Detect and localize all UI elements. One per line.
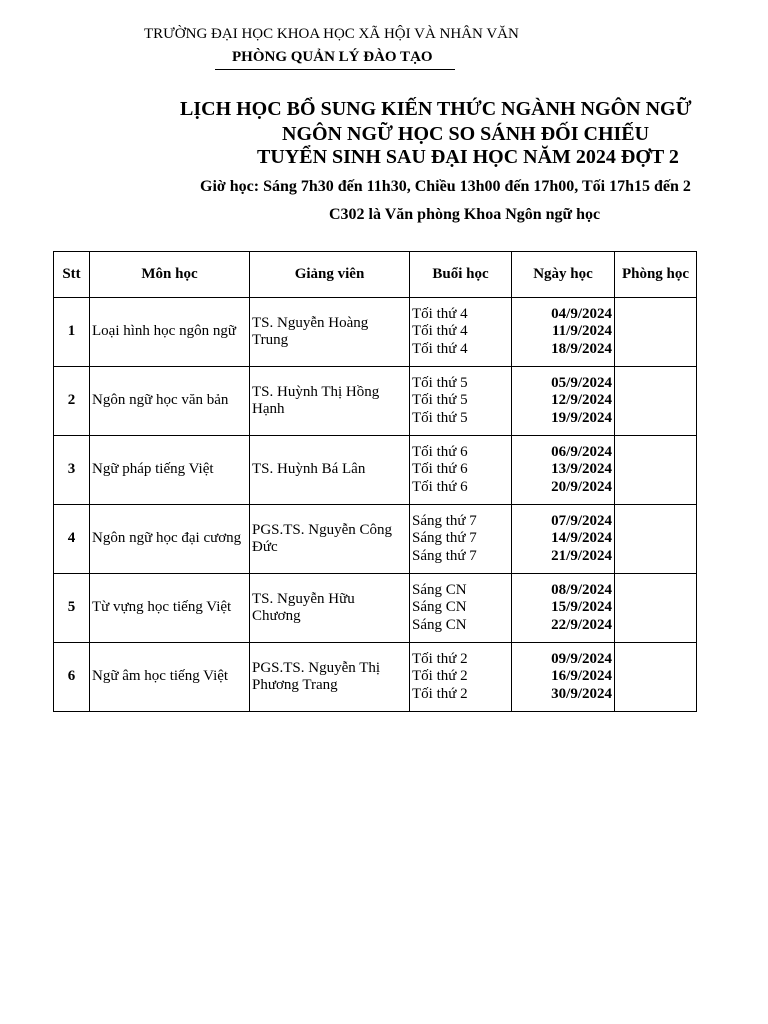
header-session: Buổi học <box>410 252 512 298</box>
date-item: 14/9/2024 <box>551 530 612 547</box>
session-item: Sáng thứ 7 <box>412 512 477 529</box>
date-item: 11/9/2024 <box>551 323 612 340</box>
session-item: Tối thứ 2 <box>412 650 468 667</box>
session-item: Tối thứ 5 <box>412 392 468 409</box>
row-room <box>615 574 697 643</box>
row-dates <box>512 298 615 367</box>
session-item: Tối thứ 6 <box>412 461 468 478</box>
table-row <box>54 643 697 712</box>
header-date: Ngày học <box>512 252 615 298</box>
row-lecturer: TS. Huỳnh Bá Lân <box>250 436 410 505</box>
university-name: TRƯỜNG ĐẠI HỌC KHOA HỌC XÃ HỘI VÀ NHÂN VĂN <box>144 26 519 42</box>
row-stt: 6 <box>54 643 90 712</box>
session-item: Tối thứ 6 <box>412 478 468 495</box>
title-line-3: TUYỂN SINH SAU ĐẠI HỌC NĂM 2024 ĐỢT 2 <box>257 146 679 168</box>
session-item: Tối thứ 4 <box>412 340 468 357</box>
session-item: Tối thứ 6 <box>412 443 468 460</box>
row-stt: 4 <box>54 505 90 574</box>
row-stt: 5 <box>54 574 90 643</box>
session-item: Sáng CN <box>412 616 467 633</box>
office-underline <box>215 69 455 70</box>
date-item: 08/9/2024 <box>551 581 612 598</box>
date-item: 06/9/2024 <box>551 443 612 460</box>
date-item: 30/9/2024 <box>551 685 612 702</box>
class-hours-note: Giờ học: Sáng 7h30 đến 11h30, Chiều 13h00 đến 17h00, Tối 17h15 đến 2 <box>200 178 691 195</box>
row-lecturer: TS. Nguyễn Hoàng Trung <box>250 298 410 367</box>
header-lecturer: Giảng viên <box>250 252 410 298</box>
row-dates <box>512 574 615 643</box>
date-item: 12/9/2024 <box>551 392 612 409</box>
date-item: 04/9/2024 <box>551 305 612 322</box>
header-room: Phòng học <box>615 252 697 298</box>
row-lecturer: TS. Huỳnh Thị Hồng Hạnh <box>250 367 410 436</box>
date-item: 22/9/2024 <box>551 616 612 633</box>
title-line-2: NGÔN NGỮ HỌC SO SÁNH ĐỐI CHIẾU <box>282 123 650 145</box>
row-sessions <box>410 574 512 643</box>
date-item: 09/9/2024 <box>551 650 612 667</box>
row-lecturer: PGS.TS. Nguyễn Công Đức <box>250 505 410 574</box>
office-name: PHÒNG QUẢN LÝ ĐÀO TẠO <box>232 49 433 65</box>
row-sessions <box>410 367 512 436</box>
table-row <box>54 298 697 367</box>
session-item: Tối thứ 5 <box>412 409 468 426</box>
schedule-table <box>53 251 697 712</box>
row-subject: Ngôn ngữ học đại cương <box>90 505 250 574</box>
session-item: Sáng CN <box>412 599 467 616</box>
session-item: Sáng CN <box>412 581 467 598</box>
session-item: Tối thứ 5 <box>412 374 468 391</box>
row-subject: Loại hình học ngôn ngữ <box>90 298 250 367</box>
row-subject: Ngữ âm học tiếng Việt <box>90 643 250 712</box>
office-room-note: C302 là Văn phòng Khoa Ngôn ngữ học <box>329 206 601 223</box>
table-row <box>54 574 697 643</box>
row-subject: Từ vựng học tiếng Việt <box>90 574 250 643</box>
row-sessions <box>410 298 512 367</box>
session-item: Sáng thứ 7 <box>412 547 477 564</box>
row-subject: Ngôn ngữ học văn bản <box>90 367 250 436</box>
row-dates <box>512 436 615 505</box>
date-item: 05/9/2024 <box>551 374 612 391</box>
row-dates <box>512 505 615 574</box>
row-dates <box>512 367 615 436</box>
date-item: 20/9/2024 <box>551 478 612 495</box>
session-item: Sáng thứ 7 <box>412 530 477 547</box>
table-row <box>54 367 697 436</box>
row-lecturer: TS. Nguyễn Hữu Chương <box>250 574 410 643</box>
session-item: Tối thứ 4 <box>412 305 468 322</box>
document-header-area <box>0 0 694 240</box>
row-room <box>615 436 697 505</box>
row-room <box>615 367 697 436</box>
date-item: 19/9/2024 <box>551 409 612 426</box>
session-item: Tối thứ 2 <box>412 668 468 685</box>
table-row <box>54 505 697 574</box>
session-item: Tối thứ 2 <box>412 685 468 702</box>
title-line-1: LỊCH HỌC BỔ SUNG KIẾN THỨC NGÀNH NGÔN NGỮ <box>180 98 692 120</box>
row-lecturer: PGS.TS. Nguyễn Thị Phương Trang <box>250 643 410 712</box>
date-item: 07/9/2024 <box>551 512 612 529</box>
date-item: 13/9/2024 <box>551 461 612 478</box>
row-sessions <box>410 436 512 505</box>
header-stt: Stt <box>54 252 90 298</box>
date-item: 16/9/2024 <box>551 668 612 685</box>
row-room <box>615 505 697 574</box>
row-stt: 1 <box>54 298 90 367</box>
row-room <box>615 643 697 712</box>
date-item: 21/9/2024 <box>551 547 612 564</box>
header-subject: Môn học <box>90 252 250 298</box>
date-item: 18/9/2024 <box>551 340 612 357</box>
row-stt: 3 <box>54 436 90 505</box>
date-item: 15/9/2024 <box>551 599 612 616</box>
row-dates <box>512 643 615 712</box>
table-header-row <box>54 252 697 298</box>
row-room <box>615 298 697 367</box>
row-sessions <box>410 505 512 574</box>
table-row <box>54 436 697 505</box>
row-subject: Ngữ pháp tiếng Việt <box>90 436 250 505</box>
row-stt: 2 <box>54 367 90 436</box>
row-sessions <box>410 643 512 712</box>
session-item: Tối thứ 4 <box>412 323 468 340</box>
